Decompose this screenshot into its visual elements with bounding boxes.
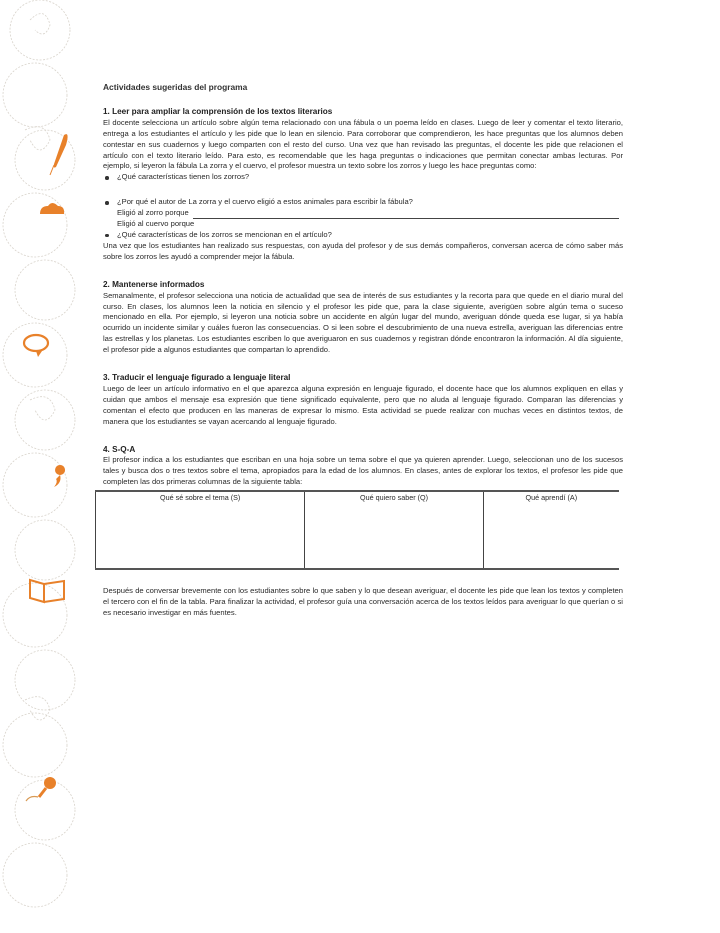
question-item: ¿Qué características tienen los zorros? bbox=[103, 172, 623, 183]
sqa-column-want: Qué quiero saber (Q) bbox=[305, 491, 483, 569]
sqa-column-know: Qué sé sobre el tema (S) bbox=[96, 491, 305, 569]
document-page bbox=[103, 82, 623, 636]
feather-icon bbox=[50, 134, 68, 175]
section-body: Luego de leer un artículo informativo en el que aparezca alguna expresión en lenguaje figurado, el docente hace que los alumnos expliquen en ellas y cuidan que ambos el mensaje esa expresión que tiene significado equivalente, pero que no aluda al lenguaje figurado. Comparan las diferencias y comentan el efecto que producen en las maneras de expresar lo mismo. Esta actividad se puede realizar con muchas veces en distintos textos, de manera que los estudiantes se vayan acercando al lenguaje figurado. bbox=[103, 383, 623, 426]
answer-blank[interactable] bbox=[193, 210, 619, 219]
section-heading: 3. Traducir el lenguaje figurado a lenguaje literal bbox=[103, 373, 291, 383]
question-item: ¿Qué características de los zorros se mencionan en el artículo? bbox=[103, 230, 623, 241]
section-heading: 2. Mantenerse informados bbox=[103, 279, 205, 289]
section-body: El docente selecciona un artículo sobre algún tema relacionado con una fábula o un poema leído en clases. Luego de leer y comentar el texto literario, entrega a los estudiantes el artículo y les pide que lo lean en silencio. Para corroborar que comprendieron, les hace preguntas que los alumnos deben contestar en sus cuadernos y luego comparten con el resto del curso. Una vez que han revisado las preguntas, el docente les pide que relacionen el artículo con el texto literario leído. Para esto, es recomendable que les haga preguntas o indicaciones que permitan conectar ambas lecturas. Por ejemplo, si leyeron la fábula La zorra y el cuervo, el profesor muestra un texto sobre los zorros y luego les hace preguntas como: bbox=[103, 117, 623, 171]
section-body: Semanalmente, el profesor selecciona una noticia de actualidad que sea de interés de sus estudiantes y la recorta para que quede en el diario mural del curso. En clases, los alumnos leen la noticia en silencio y el profesor les pide que, para la clase siguiente, averigüen sobre algún tema o suceso mencionado en ella. Por ejemplo, si leyeron una noticia sobre un accidente en algún lugar del mundo, averiguan dónde queda ese lugar, si ya había ocurrido un incidente similar y cuáles fueron las consecuencias. O si leen sobre el descubrimiento de una nueva estrella, averiguan las diferencias entre las estrellas y los planetas. Los estudiantes escriben lo que averiguaron en sus cuadernos y registran dónde encontraron la información. Al día siguiente, el profesor pide a algunos estudiantes que compartan lo aprendido. bbox=[103, 290, 623, 355]
comma-icon bbox=[54, 465, 65, 487]
section-4 bbox=[103, 445, 623, 619]
section-1 bbox=[103, 107, 623, 263]
question-list bbox=[103, 230, 623, 241]
document-title: Actividades sugeridas del programa bbox=[103, 82, 248, 92]
question-list bbox=[103, 172, 623, 183]
cloud-icon bbox=[40, 203, 64, 214]
answer-prompt: Eligió al cuervo porque bbox=[117, 219, 195, 229]
section-heading: 1. Leer para ampliar la comprensión de los textos literarios bbox=[103, 106, 333, 116]
question-item: ¿Por qué el autor de La zorra y el cuervo eligió a estos animales para escribir la fábula? bbox=[103, 197, 623, 208]
section-body: El profesor indica a los estudiantes que escriban en una hoja sobre un tema sobre el que ya quieren aprender. Luego, seleccionan uno de los sucesos tales y busca dos o tres textos sobre el tema, apropiados para la edad de los alumnos. En clases, antes de explorar los textos, el profesor les pide que completen las dos primeras columnas de la siguiente tabla: bbox=[103, 455, 623, 487]
decorative-margin bbox=[0, 0, 92, 933]
answer-prompt: Eligió al zorro porque bbox=[117, 208, 189, 218]
question-list bbox=[103, 197, 623, 208]
section-3 bbox=[103, 373, 623, 428]
sqa-table bbox=[95, 490, 619, 570]
answer-line bbox=[103, 219, 623, 230]
section-closing: Después de conversar brevemente con los estudiantes sobre lo que saben y lo que desean averiguar, el docente les pide que lean los textos y completen el tercero con el fin de la tabla. Para finalizar la actividad, el profesor guía una conversación acerca de los textos leídos para averiguar lo que querían o si es necesario investigar en más fuentes. bbox=[103, 586, 623, 617]
section-heading: 4. S-Q-A bbox=[103, 444, 136, 454]
sqa-column-learned: Qué aprendí (A) bbox=[483, 491, 619, 569]
section-2 bbox=[103, 280, 623, 356]
answer-line bbox=[103, 208, 623, 219]
speech-bubble-icon bbox=[24, 335, 48, 357]
section-closing: Una vez que los estudiantes han realizado sus respuestas, con ayuda del profesor y de sus demás compañeros, conversan acerca de cómo saber más sobre los zorros les ayudó a comprender mejor la fábula. bbox=[103, 240, 623, 261]
